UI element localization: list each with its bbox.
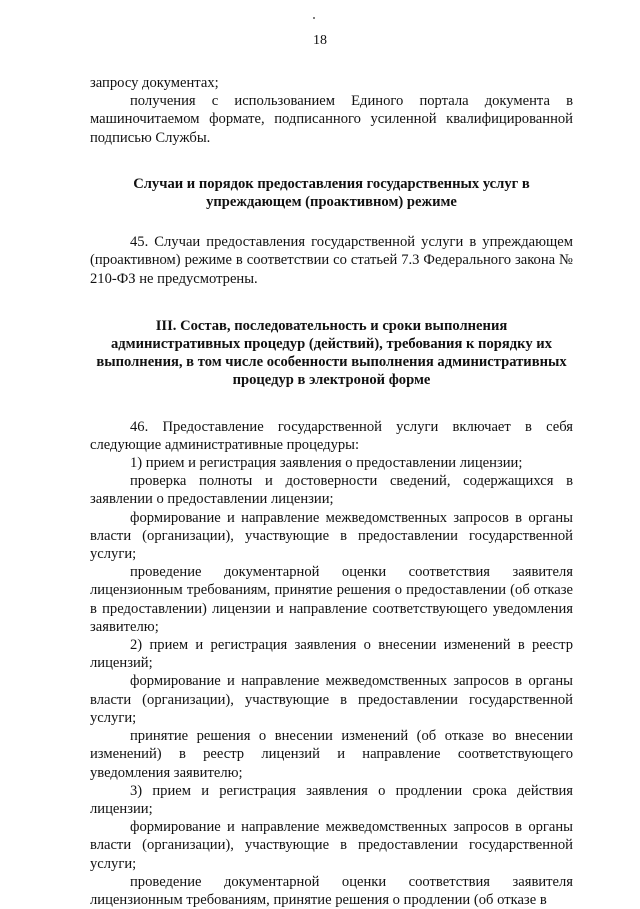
paragraph: принятие решения о внесении изменений (об отказе во внесении изменений) в реестр лицензий и направление соответствующего уведомления заявителю; [90,728,573,781]
paragraph: 46. Предоставление государственной услуги включает в себя следующие административные процедуры: [90,418,573,453]
paragraph: проверка полноты и достоверности сведений, содержащихся в заявлении о предоставлении лицензии; [90,473,573,508]
paragraph: 1) прием и регистрация заявления о предоставлении лицензии; [130,455,523,472]
section-heading: III. Состав, последовательность и сроки выполнения административных процедур (действий), требования к порядку их выполнения, в том числе особенности выполнения административных процедур в электроной форме [96,317,567,389]
paragraph: формирование и направление межведомственных запросов в органы власти (организации), участвующие в предоставлении государственной услуги; [90,673,573,726]
paragraph: 3) прием и регистрация заявления о продлении срока действия лицензии; [90,782,573,817]
paragraph: проведение документарной оценки соответствия заявителя лицензионным требованиям, принятие решения о предоставлении (об отказе в предоставлении) лицензии и направление соответствующего уведомления заявителю; [90,564,573,635]
paragraph: получения с использованием Единого портала документа в машиночитаемом формате, подписанного усиленной квалифицированной подписью Службы. [90,93,573,146]
paragraph: 2) прием и регистрация заявления о внесении изменений в реестр лицензий; [90,637,573,672]
paragraph: запросу документах; [90,75,219,91]
paragraph: 45. Случаи предоставления государственной услуги в упреждающем (проактивном) режиме в соответствии со статьей 7.3 Федерального закона № 210-ФЗ не предусмотрены. [90,234,573,287]
scan-speck [313,17,315,19]
document-body [90,74,573,909]
page-number: 18 [313,33,327,48]
paragraph: формирование и направление межведомственных запросов в органы власти (организации), участвующие в предоставлении государственной услуги; [90,819,573,872]
section-heading: Случаи и порядок предоставления государственных услуг в упреждающем (проактивном) режиме [133,175,530,211]
paragraph: проведение документарной оценки соответствия заявителя лицензионным требованиям, принятие решения о продлении (об отказе в [90,873,573,908]
paragraph: формирование и направление межведомственных запросов в органы власти (организации), участвующие в предоставлении государственной услуги; [90,509,573,563]
